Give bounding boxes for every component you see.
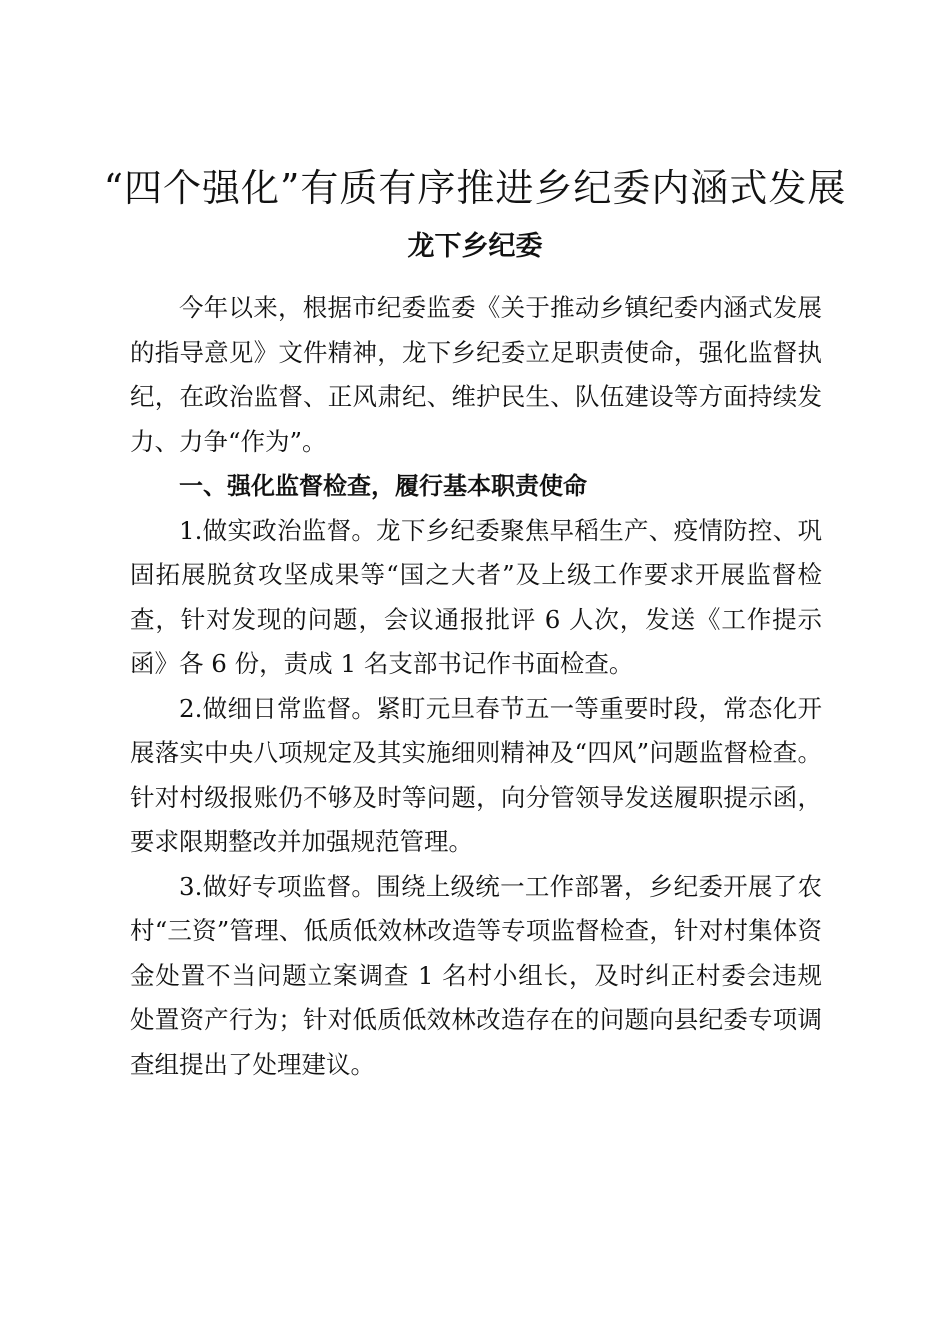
section-item-2: 2.做细日常监督。紧盯元旦春节五一等重要时段，常态化开展落实中央八项规定及其实施细则精神及“四风”问题监督检查。针对村级报账仍不够及时等问题，向分管领导发送履职提示函，要求限期整改并加强规范管理。	[130, 693, 822, 856]
document-title: “四个强化”有质有序推进乡纪委内涵式发展	[103, 166, 847, 210]
document-body	[130, 286, 822, 1087]
document-author: 龙下乡纪委	[407, 231, 543, 262]
section-item-3: 3.做好专项监督。围绕上级统一工作部署，乡纪委开展了农村“三资”管理、低质低效林改造等专项监督检查，针对村集体资金处置不当问题立案调查 1 名村小组长，及时纠正村委会违规处置资产行为；针对低质低效林改造存在的问题向县纪委专项调查组提出了处理建议。	[130, 871, 822, 1079]
section-item-1: 1.做实政治监督。龙下乡纪委聚焦早稻生产、疫情防控、巩固拓展脱贫攻坚成果等“国之大者”及上级工作要求开展监督检查，针对发现的问题，会议通报批评 6 人次，发送《工作提示函》各 6 份，责成 1 名支部书记作书面检查。	[130, 515, 822, 678]
section-heading: 一、强化监督检查，履行基本职责使命	[179, 472, 587, 500]
intro-paragraph: 今年以来，根据市纪委监委《关于推动乡镇纪委内涵式发展的指导意见》文件精神，龙下乡纪委立足职责使命，强化监督执纪，在政治监督、正风肃纪、维护民生、队伍建设等方面持续发力、力争“作为”。	[130, 293, 822, 456]
